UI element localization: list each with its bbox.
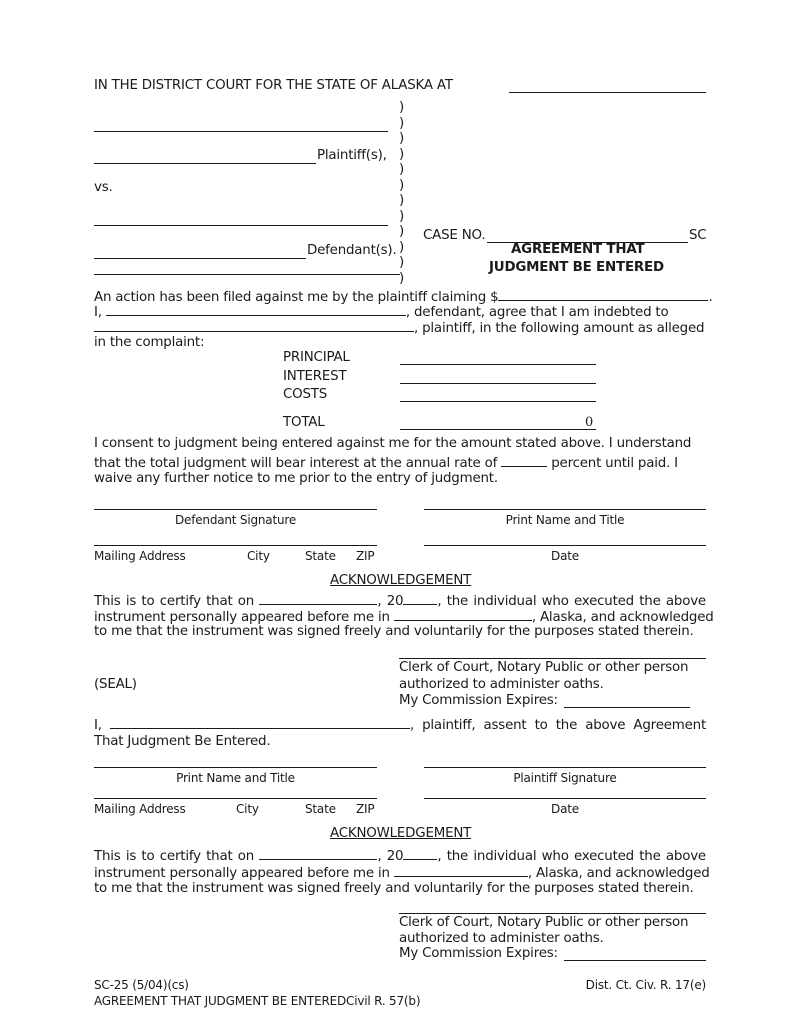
ack1-text-c: , the individual who executed the above — [437, 594, 706, 609]
footer-form-title: AGREEMENT THAT JUDGMENT BE ENTEREDCivil R. 57(b) — [94, 994, 421, 1008]
consent-text-a: that the total judgment will bear interest at the annual rate of — [94, 456, 498, 471]
plaintiff-assent-line-2: That Judgment Be Entered. — [94, 734, 271, 749]
plaintiff-state-label: State — [305, 802, 336, 816]
plaintiff-city-label: City — [236, 802, 259, 816]
court-heading-text: IN THE DISTRICT COURT FOR THE STATE OF ALASKA AT — [94, 78, 453, 93]
in-complaint-label: in the complaint: — [94, 335, 205, 350]
ack1-text-d: instrument personally appeared before me in — [94, 610, 390, 625]
plaintiff-signature-field[interactable] — [424, 767, 706, 768]
consent-line-2 — [94, 454, 678, 471]
vs-label: vs. — [94, 180, 113, 195]
plaintiff-mailing-address-label: Mailing Address — [94, 802, 186, 816]
paren: ) — [399, 193, 405, 208]
ack2-location-field[interactable] — [394, 864, 528, 877]
plaintiff-mailing-address-field[interactable] — [94, 798, 377, 799]
ack2-text-b: , 20 — [377, 849, 404, 864]
principal-field[interactable] — [400, 364, 596, 365]
ack1-location-field[interactable] — [394, 608, 532, 621]
defendant-print-name-label: Print Name and Title — [505, 513, 625, 527]
defendant-date-field[interactable] — [424, 545, 706, 546]
acknowledgement-heading-1: ACKNOWLEDGEMENT — [330, 573, 472, 588]
interest-label: INTEREST — [283, 369, 347, 384]
form-id: SC-25 (5/04)(cs) — [94, 978, 189, 992]
city-label: City — [247, 549, 270, 563]
plaintiff-assent-line — [94, 716, 706, 733]
paren: ) — [399, 270, 405, 286]
claim-amount-field[interactable] — [498, 288, 708, 301]
costs-label: COSTS — [283, 387, 328, 402]
ack2-clerk-line-1: Clerk of Court, Notary Public or other person — [399, 915, 689, 930]
paren: ) — [399, 146, 405, 162]
ack1-clerk-line-1: Clerk of Court, Notary Public or other person — [399, 660, 689, 675]
plaintiff-print-name-label: Print Name and Title — [176, 771, 295, 785]
plaintiff-label: Plaintiff(s), — [317, 148, 387, 163]
state-label: State — [305, 549, 336, 563]
form-title-line2: JUDGMENT BE ENTERED — [489, 260, 664, 275]
interest-field[interactable] — [400, 383, 596, 384]
ack2-text-e: , Alaska, and acknowledged — [527, 866, 710, 881]
paren: ) — [399, 224, 405, 239]
ack2-text-c: , the individual who executed the above — [437, 849, 706, 864]
total-field[interactable] — [400, 429, 596, 430]
date-label: Date — [551, 549, 579, 563]
ack2-text-d: instrument personally appeared before me in — [94, 866, 390, 881]
ack2-commission-label: My Commission Expires: — [399, 946, 558, 961]
plaintiff-print-name-field[interactable] — [94, 767, 377, 768]
defendant-agree-text: , defendant, agree that I am indebted to — [405, 305, 669, 320]
ack2-commission-expires-field[interactable] — [564, 960, 706, 961]
ack1-commission-label: My Commission Expires: — [399, 693, 558, 708]
seal-label: (SEAL) — [94, 677, 137, 692]
ack1-line-1 — [94, 592, 706, 609]
court-heading — [94, 78, 453, 93]
ack1-text-a: This is to certify that on — [94, 594, 255, 609]
rule-reference: Dist. Ct. Civ. R. 17(e) — [585, 978, 706, 992]
defendant-mailing-address-field[interactable] — [94, 545, 377, 546]
indebted-to-plaintiff-field[interactable] — [94, 319, 414, 332]
defendant-signature-field[interactable] — [94, 509, 377, 510]
plaintiff-zip-label: ZIP — [356, 802, 375, 816]
defendant-print-name-field[interactable] — [424, 509, 706, 510]
case-suffix: SC — [689, 228, 707, 243]
consent-text-b: percent until paid. I — [551, 456, 678, 471]
paren: ) — [399, 177, 405, 193]
defendant-name-field-1[interactable] — [94, 225, 388, 226]
total-value: 0 — [585, 415, 594, 430]
plaintiff-signature-label: Plaintiff Signature — [513, 771, 617, 785]
ack2-line-3: to me that the instrument was signed freely and voluntarily for the purposes stated therein. — [94, 881, 694, 896]
costs-field[interactable] — [400, 401, 596, 402]
ack1-clerk-line-2: authorized to administer oaths. — [399, 677, 604, 692]
caption-parentheses — [399, 100, 404, 286]
paren: ) — [399, 208, 405, 224]
form-title-line1: AGREEMENT THAT — [511, 242, 645, 257]
ack1-line-2 — [94, 608, 714, 625]
paren: ) — [399, 100, 405, 115]
defendant-agree-line — [94, 303, 668, 320]
claim-period: . — [708, 290, 713, 305]
plaintiff-date-field[interactable] — [424, 798, 706, 799]
ack2-clerk-line-2: authorized to administer oaths. — [399, 931, 604, 946]
plaintiff-amount-text: , plaintiff, in the following amount as alleged — [414, 321, 705, 336]
interest-rate-field[interactable] — [501, 454, 547, 467]
plaintiff-date-label: Date — [551, 802, 579, 816]
assent-i-prefix: I, — [94, 718, 102, 733]
assent-text: , plaintiff, assent to the above Agreement — [409, 718, 706, 733]
plaintiff-name-field-2[interactable] — [94, 163, 316, 164]
mailing-address-label: Mailing Address — [94, 549, 186, 563]
court-location-field[interactable] — [509, 92, 706, 93]
ack2-year-field[interactable] — [403, 847, 437, 860]
principal-label: PRINCIPAL — [283, 350, 350, 365]
ack2-line-1 — [94, 847, 706, 864]
paren: ) — [399, 115, 405, 131]
consent-line-1: I consent to judgment being entered against me for the amount stated above. I understand — [94, 436, 692, 451]
i-prefix: I, — [94, 305, 102, 320]
defendant-label: Defendant(s). — [307, 243, 397, 258]
ack1-date-field[interactable] — [259, 592, 377, 605]
defendant-signature-label: Defendant Signature — [174, 513, 297, 527]
paren: ) — [399, 255, 405, 270]
ack2-text-a: This is to certify that on — [94, 849, 255, 864]
paren: ) — [399, 131, 405, 146]
plaintiff-amount-line — [94, 319, 704, 336]
acknowledgement-heading-2: ACKNOWLEDGEMENT — [330, 826, 472, 841]
consent-line-3: waive any further notice to me prior to the entry of judgment. — [94, 471, 498, 486]
defendant-name-field-3[interactable] — [94, 274, 400, 275]
ack1-notary-signature-field[interactable] — [399, 658, 706, 659]
claim-text: An action has been filed against me by the plaintiff claiming $ — [94, 290, 499, 305]
ack2-line-2 — [94, 864, 710, 881]
defendant-name-field-2[interactable] — [94, 258, 306, 259]
ack1-commission-expires-field[interactable] — [564, 707, 690, 708]
ack2-notary-signature-field[interactable] — [399, 913, 706, 914]
paren: ) — [399, 162, 405, 177]
case-no-label: CASE NO. — [423, 228, 486, 243]
plaintiff-name-field-1[interactable] — [94, 131, 388, 132]
zip-label: ZIP — [356, 549, 375, 563]
ack1-text-e: , Alaska, and acknowledged — [531, 610, 714, 625]
paren: ) — [399, 239, 405, 255]
defendant-agree-name-field[interactable] — [106, 303, 406, 316]
plaintiff-assent-name-field[interactable] — [110, 716, 410, 729]
ack2-date-field[interactable] — [259, 847, 377, 860]
total-label: TOTAL — [283, 415, 325, 430]
ack1-line-3: to me that the instrument was signed freely and voluntarily for the purposes stated therein. — [94, 624, 694, 639]
ack1-text-b: , 20 — [377, 594, 404, 609]
ack1-year-field[interactable] — [403, 592, 437, 605]
